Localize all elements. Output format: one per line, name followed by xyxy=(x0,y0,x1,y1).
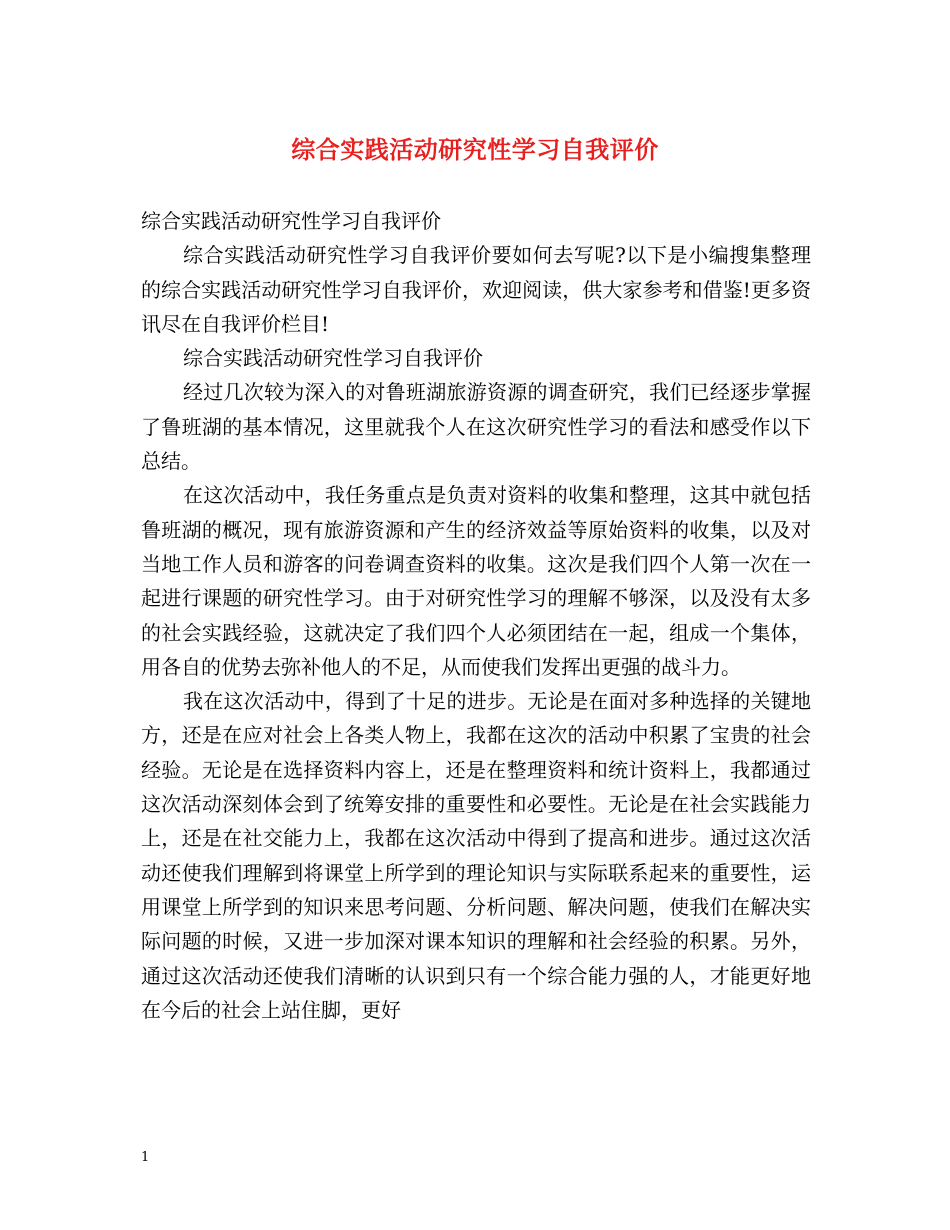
document-title: 综合实践活动研究性学习自我评价 xyxy=(291,135,659,164)
paragraph: 经过几次较为深入的对鲁班湖旅游资源的调查研究，我们已经逐步掌握了鲁班湖的基本情况，这里就我个人在这次研究性学习的看法和感受作以下总结。 xyxy=(141,380,811,474)
paragraph: 在这次活动中，我任务重点是负责对资料的收集和整理，这其中就包括鲁班湖的概况，现有旅游资源和产生的经济效益等原始资料的收集，以及对当地工作人员和游客的问卷调查资料的收集。这次是我们四个人第一次在一起进行课题的研究性学习。由于对研究性学习的理解不够深，以及没有太多的社会实践经验，这就决定了我们四个人必须团结在一起，组成一个集体，用各自的优势去弥补他人的不足，从而使我们发挥出更强的战斗力。 xyxy=(141,483,811,679)
page-number: 1 xyxy=(141,1150,150,1165)
paragraph-subheading: 综合实践活动研究性学习自我评价 xyxy=(183,346,483,371)
paragraph: 综合实践活动研究性学习自我评价要如何去写呢?以下是小编搜集整理的综合实践活动研究性学习自我评价，欢迎阅读，供大家参考和借鉴!更多资讯尽在自我评价栏目! xyxy=(141,243,811,336)
paragraph-heading: 综合实践活动研究性学习自我评价 xyxy=(141,209,441,233)
document-body xyxy=(141,204,811,1027)
paragraph: 我在这次活动中，得到了十足的进步。无论是在面对多种选择的关键地方，还是在应对社会上各类人物上，我都在这次的活动中积累了宝贵的社会经验。无论是在选择资料内容上，还是在整理资料和统计资料上，我都通过这次活动深刻体会到了统筹安排的重要性和必要性。无论是在社会实践能力上，还是在社交能力上，我都在这次活动中得到了提高和进步。通过这次活动还使我们理解到将课堂上所学到的理论知识与实际联系起来的重要性，运用课堂上所学到的知识来思考问题、分析问题、解决问题，使我们在解决实际问题的时候，又进一步加深对课本知识的理解和社会经验的积累。另外，通过这次活动还使我们清晰的认识到只有一个综合能力强的人，才能更好地在今后的社会上站住脚，更好 xyxy=(141,689,811,1022)
